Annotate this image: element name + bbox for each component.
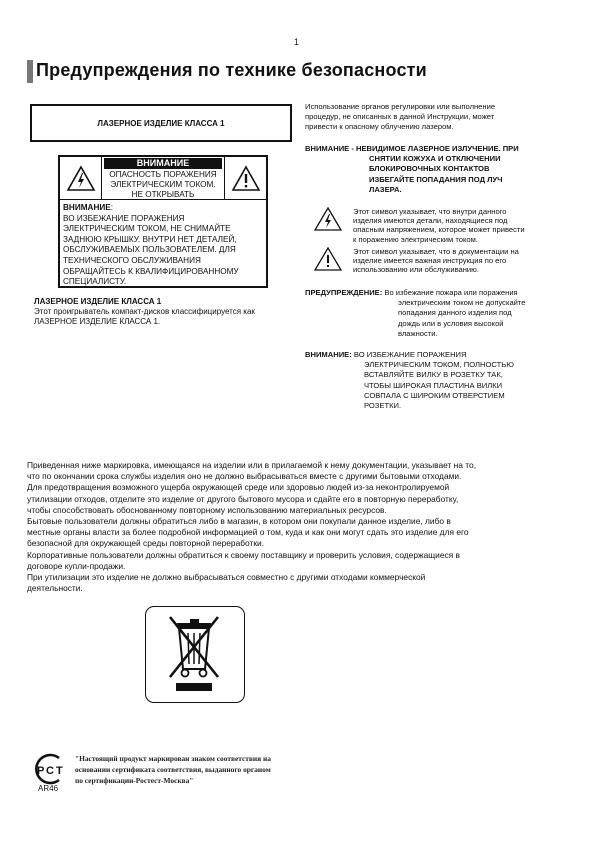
plug-warning-first: ВО ИЗБЕЖАНИЕ ПОРАЖЕНИЯ [351, 350, 467, 359]
warning-body-title [63, 203, 266, 214]
paragraph-line: СОВПАЛА С ШИРОКИМ ОТВЕРСТИЕМ [364, 390, 505, 400]
paragraph-line: СНЯТИИ КОЖУХА И ОТКЛЮЧЕНИИ [369, 154, 501, 164]
fire-warning [305, 288, 567, 339]
exclamation-symbol-text [353, 247, 568, 275]
warning-body-line: ТЕХНИЧЕСКОГО ОБСЛУЖИВАНИЯ [63, 255, 201, 265]
paragraph-line: РОЗЕТКИ. [364, 401, 402, 411]
warning-body-line: ЭЛЕКТРИЧЕСКИМ ТОКОМ, НЕ СНИМАЙТЕ [63, 224, 231, 234]
paragraph-line: процедур, не описанных в данной Инструкции, может [305, 112, 495, 122]
laser-class-note [34, 297, 304, 327]
page-number: 1 [294, 37, 300, 47]
lightning-bolt-triangle-icon [313, 207, 343, 231]
certificate-line: основании сертификата соответствия, выданного органом [75, 765, 271, 774]
plug-warning-label: ВНИМАНИЕ: [305, 350, 352, 359]
disposal-line: При утилизации это изделие не должно выбрасываться совместно с другими отходами коммерческой [27, 572, 426, 583]
disposal-line: Корпоративные пользователи должны обратиться к своему поставщику и проверить условия, содержащиеся в [27, 549, 460, 560]
paragraph-line: влажности. [398, 328, 438, 338]
laser-class-box-label: ЛАЗЕРНОЕ ИЗДЕЛИЕ КЛАССА 1 [97, 118, 225, 128]
paragraph-line: ВСТАВЛЯЙТЕ ВИЛКУ В РОЗЕТКУ ТАК, [364, 370, 503, 380]
disposal-line: деятельности. [27, 583, 83, 594]
warning-panel-header-row [60, 157, 266, 200]
paragraph-line [305, 350, 567, 360]
disposal-line: чтобы способствовать обоснованному повторному использованию материальных ресурсов. [27, 504, 387, 515]
paragraph-line: изделие имеется важная инструкция по его [353, 256, 507, 266]
warning-body-line: ЗАДНЮЮ КРЫШКУ. ВНУТРИ НЕТ ДЕТАЛЕЙ, [63, 234, 237, 244]
disposal-line: что по окончании срока службы изделия оно не должно выбрасываться вместе с другими бытовыми отходами. [27, 471, 462, 482]
svg-text:P: P [37, 765, 45, 777]
warning-body-line: СПЕЦИАЛИСТУ. [63, 277, 127, 287]
warning-body-line: ОБРАЩАЙТЕСЬ К КВАЛИФИЦИРОВАННОМУ [63, 266, 239, 276]
disposal-line: Приведенная ниже маркировка, имеющаяся на изделии или в прилагаемой к нему документации, указывает на то, [27, 460, 477, 470]
paragraph-line: ЛАЗЕРА. [369, 184, 402, 194]
disposal-info [27, 460, 573, 594]
bolt-symbol-text [353, 207, 568, 244]
crossed-out-wheelie-bin-icon [146, 607, 243, 701]
certificate-line: "Настоящий продукт маркирован знаком соответствия на [75, 754, 271, 763]
paragraph-line: изделия имеются детали, находящиеся под [353, 216, 508, 226]
weee-symbol-frame [145, 606, 245, 703]
paragraph-line: Этот символ указывает, что в документации на [353, 247, 519, 256]
warning-header: ВНИМАНИЕ [104, 158, 222, 169]
paragraph-line: дождь или в условия высокой [398, 318, 504, 328]
title-accent-bar [27, 60, 33, 83]
fire-warning-label: ПРЕДУПРЕЖДЕНИЕ: [305, 288, 383, 297]
paragraph-line: ЧТОБЫ ШИРОКАЯ ПЛАСТИНА ВИЛКИ [364, 380, 503, 390]
paragraph-line: БЛОКИРОВОЧНЫХ КОНТАКТОВ [369, 164, 490, 174]
warning-body-line: ОБСЛУЖИВАЕМЫХ ПОЛЬЗОВАТЕЛЕМ. ДЛЯ [63, 245, 236, 255]
disposal-line: договоре купли-продажи. [27, 560, 126, 571]
paragraph-line: к поражению электрическим током. [353, 234, 478, 244]
exclamation-triangle-icon [313, 247, 343, 271]
disposal-line: местные органы власти за более подробной информацией о том, куда и как они могут сдать это изделие для его [27, 527, 469, 538]
laser-class-note-line: ЛАЗЕРНОЕ ИЗДЕЛИЕ КЛАССА 1. [34, 317, 161, 326]
exclamation-triangle-icon [225, 157, 266, 200]
warning-sub-line: НЕ ОТКРЫВАТЬ [131, 190, 195, 199]
controls-warning-paragraph [305, 102, 565, 133]
warning-sub-line: ЭЛЕКТРИЧЕСКИМ ТОКОМ. [110, 180, 216, 189]
plug-warning [305, 350, 567, 411]
paragraph-line: привести к опасному облучению лазером. [305, 122, 454, 132]
laser-class-note-title: ЛАЗЕРНОЕ ИЗДЕЛИЕ КЛАССА 1 [34, 297, 162, 306]
warning-body-line: ВО ИЗБЕЖАНИЕ ПОРАЖЕНИЯ [63, 213, 185, 223]
laser-class-box [30, 104, 292, 142]
svg-text:T: T [56, 765, 63, 777]
laser-class-note-line: Этот проигрыватель компакт-дисков классифицируется как [34, 307, 255, 316]
disposal-line: безопасной для окружающей среды повторной переработки. [27, 538, 265, 549]
paragraph-line [305, 288, 567, 298]
invisible-laser-warning [305, 144, 565, 195]
paragraph-line: Этот символ указывает, что внутри данного [353, 207, 507, 216]
page-title: Предупреждения по технике безопасности [36, 60, 427, 80]
paragraph-line: использованию или обслуживанию. [353, 265, 479, 275]
disposal-line: Бытовые пользователи должны обратиться либо в магазин, в котором они покупали данное изделие, либо в [27, 516, 451, 527]
svg-text:C: C [46, 765, 54, 777]
paragraph-line: ВНИМАНИЕ - НЕВИДИМОЕ ЛАЗЕРНОЕ ИЗЛУЧЕНИЕ. ПРИ [305, 144, 519, 153]
paragraph-line: ИЗБЕГАЙТЕ ПОПАДАНИЯ ПОД ЛУЧ [369, 174, 503, 184]
disposal-line: Для предотвращения возможного ущерба окружающей среде или здоровью людей из-за неконтролируемой [27, 482, 450, 493]
paragraph-line: попадания данного изделия под [398, 308, 512, 318]
warning-body [63, 203, 266, 288]
paragraph-line: опасным напряжением, которое может привести [353, 225, 525, 235]
certificate-line: по сертификации-Ростест-Москва" [75, 776, 194, 785]
exclamation-symbol-explanation [313, 247, 573, 275]
bolt-symbol-explanation [313, 207, 573, 244]
paragraph-line: Использование органов регулировки или выполнение [305, 102, 496, 111]
disposal-line: утилизации отходов, отделите это изделие от другого бытового мусора и сдайте его в повторную переработку, [27, 493, 459, 504]
warning-sub-line: ОПАСНОСТЬ ПОРАЖЕНИЯ [109, 170, 217, 179]
certificate-code: AR46 [38, 784, 59, 793]
fire-warning-first: Во избежание пожара или поражения [382, 288, 518, 297]
warning-body-label: ВНИМАНИЕ [63, 203, 111, 212]
lightning-bolt-triangle-icon [60, 157, 101, 200]
warning-panel [58, 155, 268, 288]
warning-body-colon: : [110, 203, 113, 212]
paragraph-line: электрическим током не допускайте [398, 298, 526, 308]
certificate-text [75, 753, 335, 786]
warning-panel-center [101, 157, 225, 199]
paragraph-line: ЭЛЕКТРИЧЕСКИМ ТОКОМ, ПОЛНОСТЬЮ [364, 360, 514, 370]
